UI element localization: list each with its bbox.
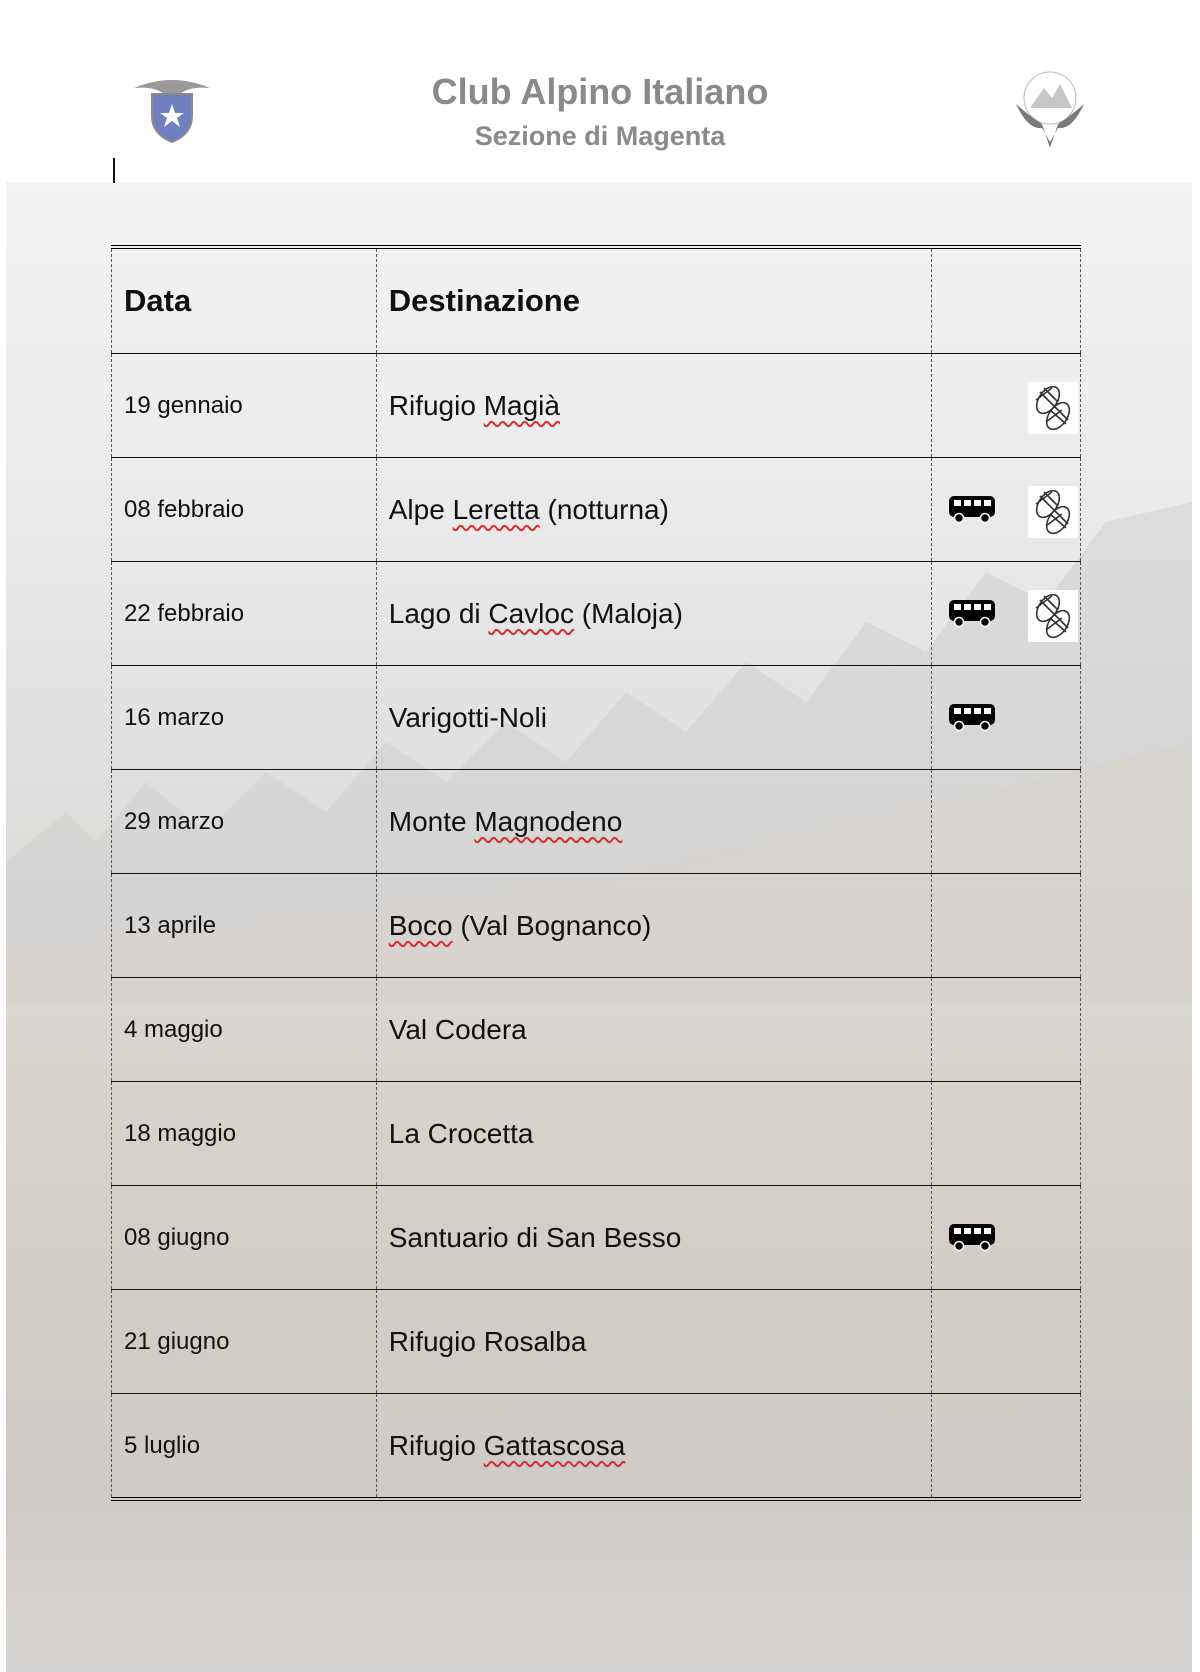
destination-cell [376,1082,931,1186]
dest-text: Monte [388,805,475,837]
dest-misspelled: Boco [388,909,453,941]
dest-text: Rifugio [388,1429,484,1461]
bus-icon [948,494,996,524]
table-row [112,666,1081,770]
bus-icon [948,598,996,628]
table-row [112,874,1081,978]
dest-text: Rifugio Rosalba [388,1325,587,1357]
dest-misspelled: Gattascosa [483,1429,626,1461]
destination-cell [376,978,931,1082]
schedule-table [111,245,1081,1501]
page-subtitle: Sezione di Magenta [474,121,726,151]
date-cell: 22 febbraio [112,562,377,666]
destination-cell [376,1394,931,1500]
date-cell: 4 maggio [112,978,377,1082]
icons-cell [932,874,1081,978]
table-row [112,1186,1081,1290]
text-cursor [113,158,115,183]
destination-cell [376,1290,931,1394]
dest-text: Rifugio [388,389,484,421]
date-cell: 08 febbraio [112,458,377,562]
table-header-row [112,247,1081,354]
date-cell: 21 giugno [112,1290,377,1394]
dest-misspelled: Leretta [452,493,540,525]
icons-cell [932,1394,1081,1500]
snowshoe-icon [1028,590,1078,642]
dest-misspelled: Magià [483,389,560,421]
icons-cell [932,770,1081,874]
dest-text: La Crocetta [388,1117,534,1149]
bus-icon [948,1222,996,1252]
date-cell: 16 marzo [112,666,377,770]
table-row [112,562,1081,666]
date-cell: 19 gennaio [112,354,377,458]
destination-cell [376,562,931,666]
date-cell: 08 giugno [112,1186,377,1290]
destination-cell [376,874,931,978]
destination-cell [376,354,931,458]
date-cell: 5 luglio [112,1394,377,1500]
dest-misspelled: Cavloc [488,597,574,629]
dest-text: Val Codera [388,1013,527,1045]
dest-misspelled: Magnodeno [474,805,623,837]
header-date: Data [112,247,377,354]
icons-cell [932,354,1081,458]
destination-cell [376,458,931,562]
table-row [112,1290,1081,1394]
bus-icon [948,702,996,732]
page-title: Club Alpino Italiano [431,71,769,112]
snowshoe-icon [1028,382,1078,434]
table-row [112,458,1081,562]
icons-cell [932,562,1081,666]
snowshoe-icon [1028,486,1078,538]
table-row [112,770,1081,874]
dest-suffix: (notturna) [539,493,669,525]
dest-suffix: (Val Bognanco) [452,909,652,941]
icons-cell [932,978,1081,1082]
table-row [112,1082,1081,1186]
icons-cell [932,458,1081,562]
dest-suffix: (Maloja) [573,597,683,629]
date-cell: 13 aprile [112,874,377,978]
table-row [112,1394,1081,1500]
table-row [112,978,1081,1082]
destination-cell [376,1186,931,1290]
header-destination: Destinazione [376,247,931,354]
date-cell: 18 maggio [112,1082,377,1186]
destination-cell [376,770,931,874]
icons-cell [932,1186,1081,1290]
dest-text: Varigotti-Noli [388,701,547,733]
dest-text: Santuario di San Besso [388,1221,682,1253]
icons-cell [932,1082,1081,1186]
date-cell: 29 marzo [112,770,377,874]
dest-text: Alpe [388,493,453,525]
header-icons [932,247,1081,354]
dest-text: Lago di [388,597,489,629]
icons-cell [932,666,1081,770]
icons-cell [932,1290,1081,1394]
table-row [112,354,1081,458]
destination-cell [376,666,931,770]
